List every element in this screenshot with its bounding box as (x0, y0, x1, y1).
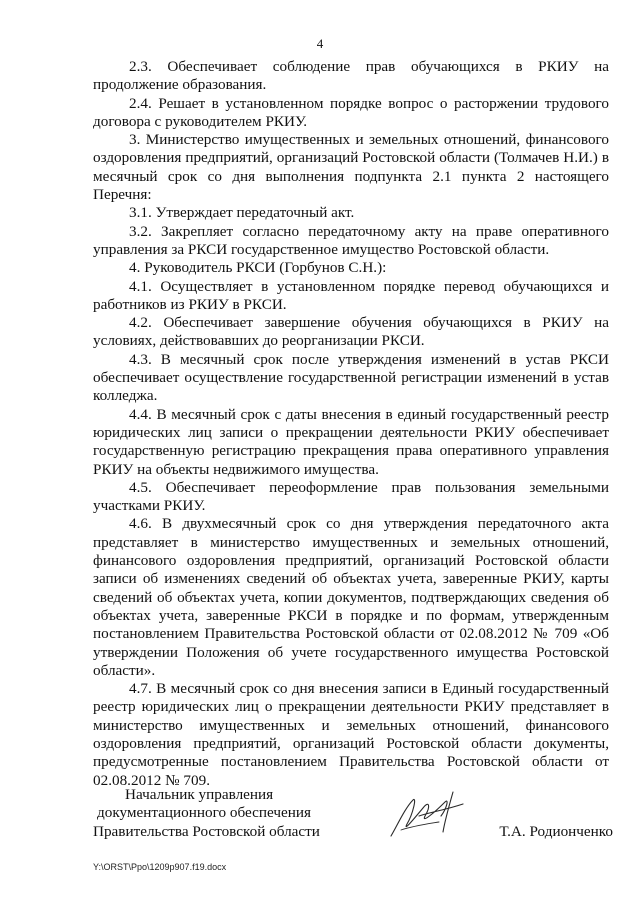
paragraph-4-1: 4.1. Осуществляет в установленном порядке перевод обучающихся и работников из РКИУ в РКСИ. (93, 277, 609, 313)
paragraph-3-1: 3.1. Утверждает передаточный акт. (129, 204, 355, 222)
page-number: 4 (316, 36, 324, 51)
file-path-footer: Y:\ORST\Ppo\1209p907.f19.docx (93, 862, 227, 872)
handwritten-signature (383, 786, 473, 846)
paragraph-4-4: 4.4. В месячный срок с даты внесения в единый государственный реестр юридических лиц записи о прекращении деятельности РКИУ обеспечивает государственную регистрацию прекращения права оперативного управления РКИУ на объекты недвижимого имущества. (93, 405, 609, 478)
signature-block (93, 786, 613, 846)
paragraph-2-4: 2.4. Решает в установленном порядке вопрос о расторжении трудового договора с руководителем РКИУ. (93, 94, 609, 130)
paragraph-2-3: 2.3. Обеспечивает соблюдение прав обучающихся в РКИУ на продолжение образования. (93, 58, 609, 94)
signatory-title-line-2: документационного обеспечения (97, 804, 311, 822)
paragraph-4-7: 4.7. В месячный срок со дня внесения записи в Единый государственный реестр юридических лиц о прекращении деятельности РКИУ представляет в министерство имущественных и земельных отношений, финансового оздоровления предприятий, организаций Ростовской области документы, предусмотренные постановлением Правительства Ростовской области от 02.08.2012 № 709. (93, 680, 609, 789)
document-body (93, 58, 609, 790)
paragraph-4-3: 4.3. В месячный срок после утверждения изменений в устав РКСИ обеспечивает осуществление государственной регистрации изменений в устав колледжа. (93, 350, 609, 405)
paragraph-4: 4. Руководитель РКСИ (Горбунов С.Н.): (129, 259, 387, 277)
paragraph-4-5: 4.5. Обеспечивает переоформление прав пользования земельными участками РКИУ. (93, 478, 609, 515)
paragraph-4-6: 4.6. В двухмесячный срок со дня утверждения передаточного акта представляет в министерство имущественных и земельных отношений, финансового оздоровления предприятий, организаций Ростовской области записи об изменениях сведений об объектах учета, заверенные РКИУ, карты сведений об объектах учета, копии документов, подтверждающих сведения об объектах учета, заверенные РКСИ в порядке и по формам, утвержденным постановлением Правительства Ростовской области от 02.08.2012 № 709 «Об утверждении Положения об учете государственного имущества Ростовской области». (93, 515, 609, 679)
signatory-title-line-3: Правительства Ростовской области (93, 822, 320, 840)
paragraph-3-2: 3.2. Закрепляет согласно передаточному акту на праве оперативного управления за РКСИ государственное имущество Ростовской области. (93, 222, 609, 258)
signatory-title-line-1: Начальник управления (125, 786, 274, 803)
paragraph-4-2: 4.2. Обеспечивает завершение обучения обучающихся в РКИУ на условиях, действовавших до реорганизации РКСИ. (93, 314, 609, 350)
paragraph-3: 3. Министерство имущественных и земельных отношений, финансового оздоровления предприятий, организаций Ростовской области (Толмачев Н.И.) в месячный срок со дня выполнения подпункта 2.1 пункта 2 настоящего Перечня: (93, 131, 609, 204)
signatory-name: Т.А. Родионченко (499, 823, 613, 840)
